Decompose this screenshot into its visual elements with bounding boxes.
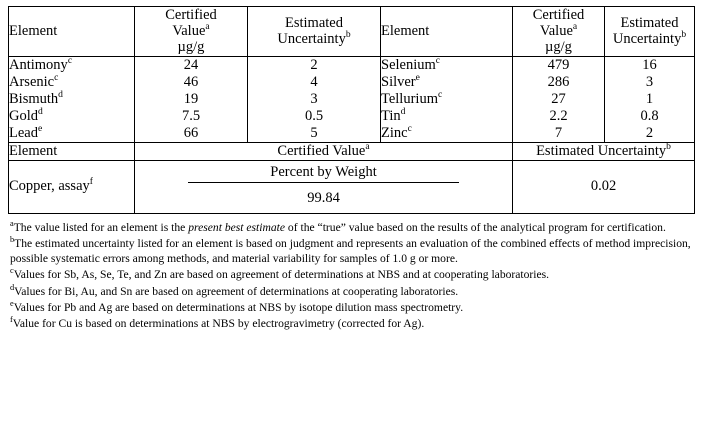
footnote-ref-b: b bbox=[666, 140, 671, 152]
uncertainty-cell: 3 bbox=[605, 74, 695, 91]
footnote-ref: c bbox=[54, 71, 59, 83]
certified-value-cell: 27 bbox=[513, 91, 605, 108]
footnote-marker-d: d bbox=[10, 282, 15, 292]
footnote-ref-a: a bbox=[205, 21, 210, 33]
summary-element-label: Element bbox=[9, 142, 135, 160]
footnotes-section bbox=[8, 218, 700, 332]
assay-certified-value: 99.84 bbox=[307, 189, 340, 206]
certified-value-cell: 19 bbox=[135, 91, 248, 108]
footnote-marker-a: a bbox=[10, 218, 14, 228]
header-certified-value-right bbox=[513, 7, 605, 57]
certified-value-cell: 479 bbox=[513, 56, 605, 74]
footnote-ref-b-right: b bbox=[681, 29, 687, 41]
footnote-a-pre: The value listed for an element is the bbox=[13, 220, 189, 234]
footnote-a-italic: present best estimate bbox=[188, 220, 286, 234]
header-estimated-line2-right: Uncertainty$^b$ bbox=[612, 29, 687, 48]
certified-value-cell: 66 bbox=[135, 125, 248, 143]
footnote-e bbox=[10, 298, 700, 316]
element-name-cell: Gold$^d$ bbox=[9, 108, 135, 125]
uncertainty-cell: 0.8 bbox=[605, 108, 695, 125]
footnote-ref-a-right: a bbox=[572, 21, 578, 33]
element-name-cell: Bismuth$^d$ bbox=[9, 91, 135, 108]
header-certified-line1: Certified bbox=[165, 7, 217, 23]
footnote-ref: e bbox=[37, 122, 43, 134]
certificate-table bbox=[8, 6, 695, 214]
assay-certified-value-cell bbox=[135, 160, 513, 213]
element-name-cell: Antimony$^c$ bbox=[9, 56, 135, 74]
element-name-cell: Zinc$^c$ bbox=[381, 125, 513, 143]
footnote-ref-a: a bbox=[365, 141, 370, 153]
footnote-ref: e bbox=[415, 71, 420, 83]
footnote-ref: c bbox=[437, 88, 443, 100]
footnote-marker-c: c bbox=[10, 266, 14, 276]
summary-certified-line2: Value$^a$ bbox=[332, 141, 370, 160]
header-element-left: Element bbox=[9, 7, 135, 57]
certified-value-cell: 46 bbox=[135, 74, 248, 91]
footnote-ref: c bbox=[67, 54, 73, 66]
uncertainty-cell: 4 bbox=[248, 74, 381, 91]
certified-value-cell: 2.2 bbox=[513, 108, 605, 125]
footnote-ref: c bbox=[407, 122, 412, 134]
element-name-cell: Lead$^e$ bbox=[9, 125, 135, 143]
table-row bbox=[9, 91, 695, 108]
uncertainty-cell: 5 bbox=[248, 125, 381, 143]
footnote-c bbox=[10, 268, 700, 283]
footnote-f-text: Value for Cu is based on determinations at NBS by electrogravimetry (corrected for Ag). bbox=[12, 317, 425, 331]
certified-value-cell: 7 bbox=[513, 125, 605, 143]
uncertainty-cell: 2 bbox=[605, 125, 695, 143]
footnote-d bbox=[10, 282, 700, 300]
certified-value-cell: 286 bbox=[513, 74, 605, 91]
table-row bbox=[9, 108, 695, 125]
uncertainty-cell: 2 bbox=[248, 56, 381, 74]
element-name-cell: Arsenic$^c$ bbox=[9, 74, 135, 91]
header-estimated-line2: Uncertainty$^b$ bbox=[277, 29, 351, 48]
header-units-right: µg/g bbox=[545, 39, 572, 56]
header-certified-line2-right: Value$^a$ bbox=[539, 21, 578, 40]
header-estimated-uncertainty-left bbox=[248, 7, 381, 57]
footnote-a bbox=[10, 218, 700, 236]
summary-certified-line1: Certified bbox=[277, 143, 329, 160]
header-estimated-uncertainty-right bbox=[605, 7, 695, 57]
header-certified-line1-right: Certified bbox=[532, 7, 585, 23]
footnote-marker-e: e bbox=[10, 298, 14, 308]
table-row bbox=[9, 125, 695, 143]
percent-by-weight-label: Percent by Weight bbox=[270, 163, 377, 180]
footnote-b bbox=[10, 237, 700, 267]
uncertainty-cell: 3 bbox=[248, 91, 381, 108]
table-row bbox=[9, 56, 695, 74]
summary-estimated-uncertainty-header: Estimated Uncertainty$^b$ bbox=[513, 142, 695, 160]
header-certified-line2: Value$^a$ bbox=[172, 21, 210, 40]
footnote-ref-b: b bbox=[345, 29, 351, 41]
certified-value-cell: 24 bbox=[135, 56, 248, 74]
uncertainty-cell: 1 bbox=[605, 91, 695, 108]
footnote-a-post: of the “true” value based on the results of the analytical program for certification. bbox=[285, 220, 666, 234]
footnote-f bbox=[10, 317, 700, 332]
footnote-ref: d bbox=[400, 105, 406, 117]
uncertainty-cell: 0.5 bbox=[248, 108, 381, 125]
element-name-cell: Tin$^d$ bbox=[381, 108, 513, 125]
header-units-left: µg/g bbox=[177, 39, 205, 56]
element-name-cell: Selenium$^c$ bbox=[381, 56, 513, 74]
footnote-marker-b: b bbox=[10, 235, 15, 245]
summary-header-row bbox=[9, 142, 695, 160]
footnote-c-text: Values for Sb, As, Se, Te, and Zn are based on agreement of determinations at NBS and at cooperating laboratories. bbox=[13, 268, 550, 282]
footnote-ref: d bbox=[58, 88, 63, 100]
footnote-e-text: Values for Pb and Ag are based on determinations at NBS by isotope dilution mass spectrometry. bbox=[13, 300, 464, 314]
element-name-cell: Tellurium$^c$ bbox=[381, 91, 513, 108]
summary-certified-value-header bbox=[135, 142, 513, 160]
header-estimated-line1-right: Estimated bbox=[620, 15, 679, 32]
header-element-right: Element bbox=[381, 7, 513, 57]
assay-row bbox=[9, 160, 695, 213]
certified-value-cell: 7.5 bbox=[135, 108, 248, 125]
footnote-d-text: Values for Bi, Au, and Sn are based on agreement of determinations at cooperating laboratories. bbox=[14, 284, 459, 298]
header-estimated-line1: Estimated bbox=[285, 15, 343, 32]
footnote-b-text: The estimated uncertainty listed for an element is based on judgment and represents an evaluation of the combined effects of method imprecision, possible systematic errors among methods, and material variability for samples of 1.0 g or more. bbox=[10, 237, 691, 265]
table-header-row bbox=[9, 7, 695, 57]
footnote-marker-f: f bbox=[10, 315, 13, 325]
header-certified-value-left bbox=[135, 7, 248, 57]
assay-uncertainty-cell: 0.02 bbox=[513, 160, 695, 213]
element-name-cell: Silver$^e$ bbox=[381, 74, 513, 91]
footnote-ref-f: f bbox=[89, 176, 93, 188]
footnote-ref: c bbox=[435, 54, 441, 66]
table-row bbox=[9, 74, 695, 91]
assay-element-cell: Copper, assay$^f$ bbox=[9, 160, 135, 213]
footnote-ref: d bbox=[38, 105, 43, 117]
uncertainty-cell: 16 bbox=[605, 56, 695, 74]
